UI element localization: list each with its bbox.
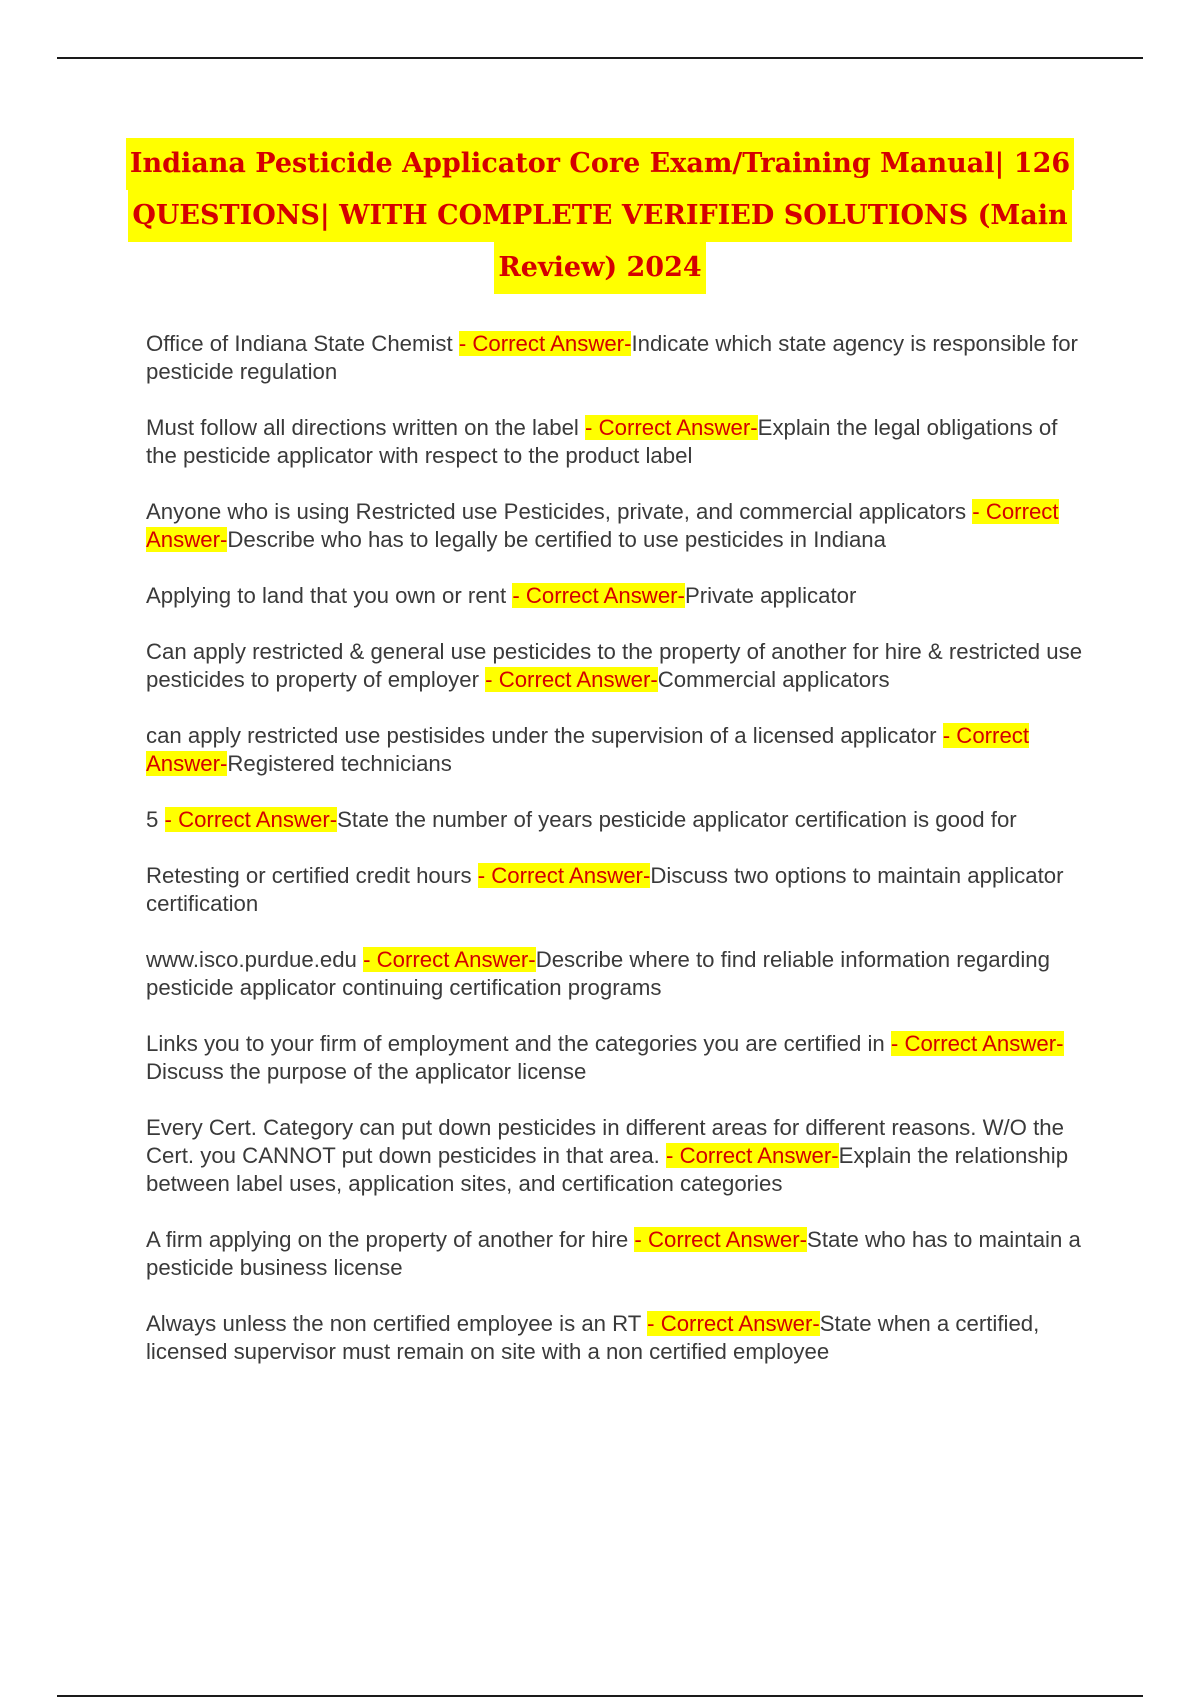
qa-item xyxy=(146,414,1086,470)
correct-answer-marker: - Correct Answer- xyxy=(458,331,632,356)
answer-text: Every Cert. Category can put down pesticides in different areas for different reasons. W/O the Cert. you CANNOT put down pesticides in that area. xyxy=(146,1115,1064,1168)
answer-text: A firm applying on the property of another for hire xyxy=(146,1227,635,1252)
question-text: Private applicator xyxy=(684,583,857,608)
qa-item xyxy=(146,946,1086,1002)
qa-item xyxy=(146,862,1086,918)
answer-text: Links you to your firm of employment and the categories you are certified in xyxy=(146,1031,891,1056)
correct-answer-marker: - Correct Answer- xyxy=(512,583,685,608)
answer-text: Retesting or certified credit hours xyxy=(146,863,478,888)
answer-text: Always unless the non certified employee is an RT xyxy=(146,1311,648,1336)
question-text: Explain the relationship between label uses, application sites, and certification categories xyxy=(146,1143,1069,1196)
correct-answer-marker: - Correct Answer- xyxy=(890,1031,1064,1056)
answer-text: Anyone who is using Restricted use Pesticides, private, and commercial applicators xyxy=(146,499,973,524)
question-text: Commercial applicators xyxy=(657,667,890,692)
qa-item xyxy=(146,1226,1086,1282)
answer-text: Applying to land that you own or rent xyxy=(146,583,513,608)
answer-text: Office of Indiana State Chemist xyxy=(146,331,459,356)
document-title xyxy=(100,138,1100,294)
question-text: State the number of years pesticide applicator certification is good for xyxy=(337,807,1017,832)
answer-text: Can apply restricted & general use pesticides to the property of another for hire & restricted use pesticides to property of employer xyxy=(146,639,1083,692)
question-text: Describe who has to legally be certified to use pesticides in Indiana xyxy=(227,527,886,552)
qa-item xyxy=(146,722,1086,778)
question-text: Registered technicians xyxy=(227,751,452,776)
correct-answer-marker: - Correct Answer- xyxy=(164,807,338,832)
correct-answer-marker: - Correct Answer- xyxy=(146,723,1030,776)
question-text: Describe where to find reliable information regarding pesticide applicator continuing certification programs xyxy=(146,947,1050,1000)
answer-text: www.isco.purdue.edu xyxy=(146,947,364,972)
correct-answer-marker: - Correct Answer- xyxy=(485,667,658,692)
qa-item xyxy=(146,1114,1086,1198)
correct-answer-marker: - Correct Answer- xyxy=(585,415,758,440)
correct-answer-marker: - Correct Answer- xyxy=(634,1227,808,1252)
qa-list xyxy=(146,330,1086,1394)
question-text: State who has to maintain a pesticide business license xyxy=(146,1227,1081,1280)
question-text: Indicate which state agency is responsible for pesticide regulation xyxy=(146,331,1078,384)
qa-item xyxy=(146,1310,1086,1366)
top-rule xyxy=(57,57,1143,59)
correct-answer-marker: - Correct Answer- xyxy=(477,863,651,888)
qa-item xyxy=(146,498,1086,554)
correct-answer-marker: - Correct Answer- xyxy=(666,1143,839,1168)
answer-text: can apply restricted use pestisides under the supervision of a licensed applicator xyxy=(146,723,943,748)
title-line: QUESTIONS| WITH COMPLETE VERIFIED SOLUTIONS (Main xyxy=(128,190,1071,242)
question-text: Explain the legal obligations of the pesticide applicator with respect to the product label xyxy=(146,415,1058,468)
answer-text: Must follow all directions written on the label xyxy=(146,415,586,440)
qa-item xyxy=(146,582,1086,610)
bottom-rule xyxy=(57,1695,1143,1697)
qa-item xyxy=(146,806,1086,834)
answer-text: 5 xyxy=(146,807,165,832)
question-text: Discuss two options to maintain applicator certification xyxy=(146,863,1064,916)
correct-answer-marker: - Correct Answer- xyxy=(363,947,536,972)
correct-answer-marker: - Correct Answer- xyxy=(647,1311,820,1336)
title-line: Indiana Pesticide Applicator Core Exam/Training Manual| 126 xyxy=(126,138,1074,190)
qa-item xyxy=(146,638,1086,694)
question-text: State when a certified, licensed supervisor must remain on site with a non certified employee xyxy=(146,1311,1040,1364)
correct-answer-marker: - Correct Answer- xyxy=(146,499,1059,552)
qa-item xyxy=(146,330,1086,386)
title-line: Review) 2024 xyxy=(494,242,705,294)
question-text: Discuss the purpose of the applicator license xyxy=(146,1059,587,1084)
qa-item xyxy=(146,1030,1086,1086)
